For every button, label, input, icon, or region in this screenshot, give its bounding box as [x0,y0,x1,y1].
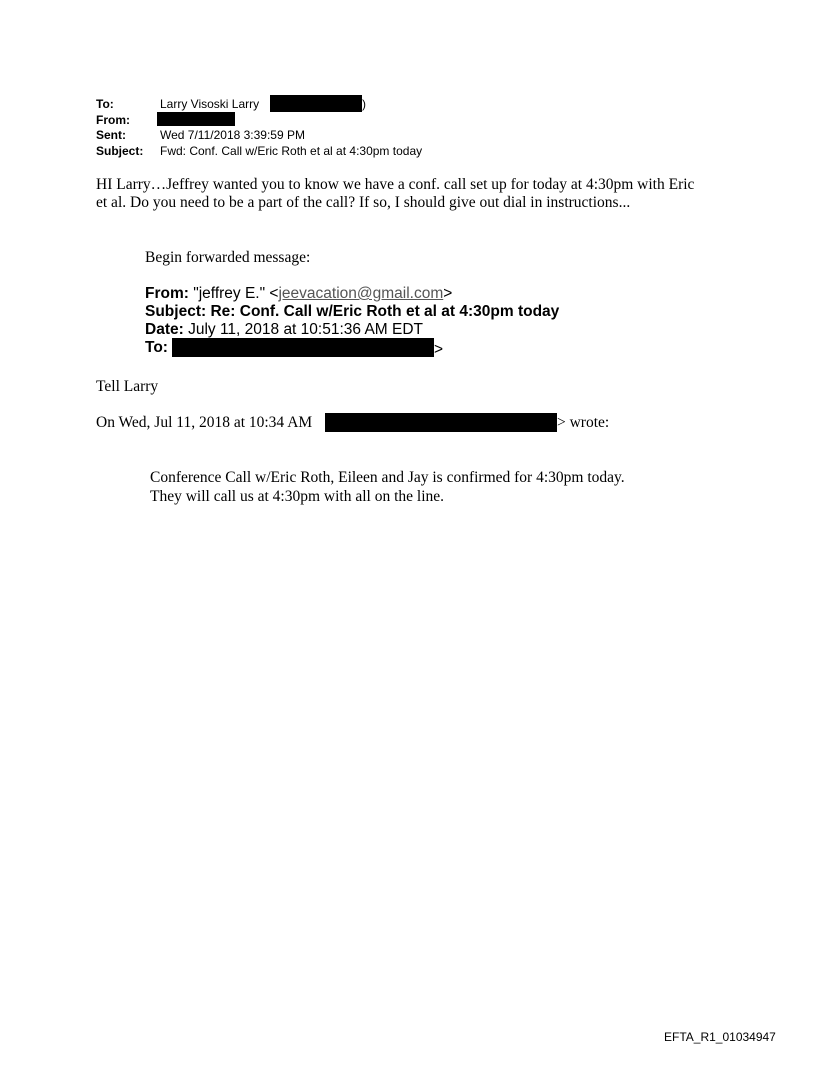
forward-from-close: > [443,285,453,302]
forward-date-value: July 11, 2018 at 10:51:36 AM EDT [188,321,424,338]
forward-from-line [145,285,452,303]
quote-line-2: They will call us at 4:30pm with all on the line. [150,488,445,505]
body-line-1: HI Larry…Jeffrey wanted you to know we have a conf. call set up for today at 4:30pm with Eric [96,176,695,193]
subject-value: Fwd: Conf. Call w/Eric Roth et al at 4:30pm today [160,144,423,158]
forward-subject-line [145,303,559,321]
quote-line-1: Conference Call w/Eric Roth, Eileen and Jay is confirmed for 4:30pm today. [150,469,625,486]
body-line-2: et al. Do you need to be a part of the call? If so, I should give out dial in instructions... [96,194,631,211]
quote-header-prefix: On Wed, Jul 11, 2018 at 10:34 AM [96,414,313,431]
forward-subject-label: Subject: [145,303,207,320]
reply-text: Tell Larry [96,378,159,395]
redaction-bar [270,95,362,112]
forward-subject-value: Re: Conf. Call w/Eric Roth et al at 4:30pm today [210,303,560,320]
to-label: To: [96,97,114,111]
forward-from-email-link[interactable]: jeevacation@gmail.com [278,285,444,302]
forward-date-line [145,321,423,339]
forward-to-label: To: [145,339,168,356]
sent-value: Wed 7/11/2018 3:39:59 PM [160,128,305,142]
subject-label: Subject: [96,144,144,158]
to-trail: ) [362,97,366,111]
quote-header-suffix: > wrote: [557,414,610,431]
redaction-bar [157,112,235,126]
sent-label: Sent: [96,128,126,142]
forward-to-close: > [434,341,444,358]
from-label: From: [96,113,130,127]
document-id: EFTA_R1_01034947 [664,1030,776,1044]
forward-date-label: Date: [145,321,184,338]
forward-intro: Begin forwarded message: [145,249,311,266]
to-value: Larry Visoski Larry [160,97,260,111]
redaction-bar [172,338,434,357]
forward-from-name: "jeffrey E." < [193,285,279,302]
redaction-bar [325,413,557,432]
forward-from-label: From: [145,285,189,302]
